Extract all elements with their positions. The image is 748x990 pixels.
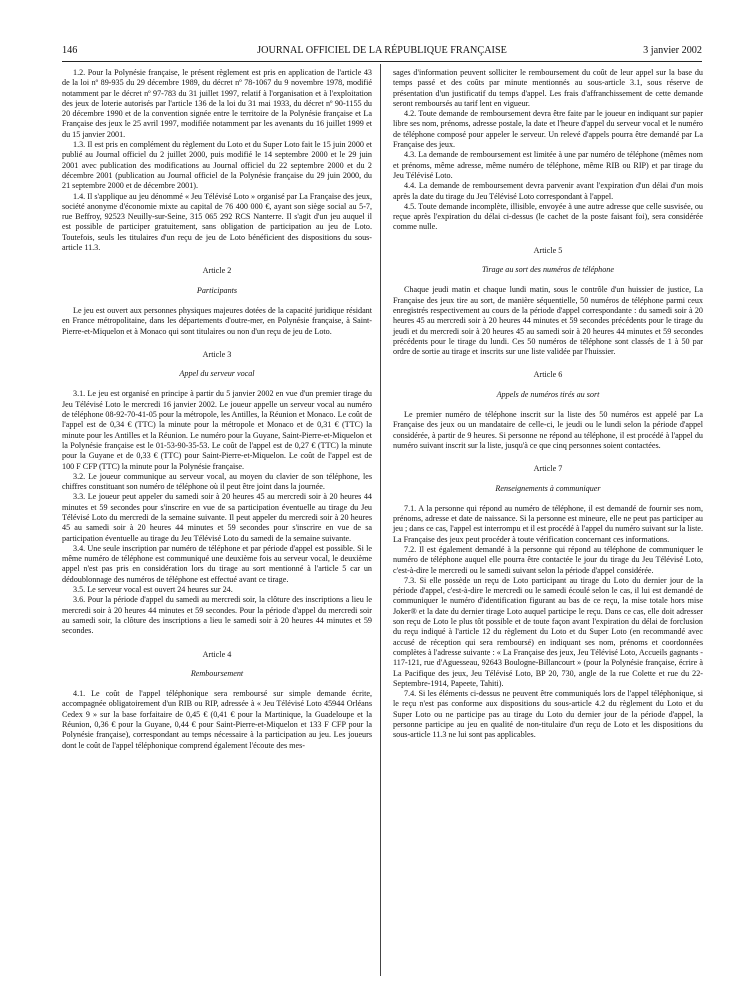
paragraph-1-3: 1.3. Il est pris en complément du règlement du Loto et du Super Loto fait le 15 juin 2000 et publié au Journal officiel du 2 juillet 2000, puis modifié le 14 septembre 2000 et le 29 juin 2001 avec publication des modifications au Journal officiel du 22 septembre 2000 et du 2 décembre 2001 (publication au Journal officiel de la Polynésie française du 29 juin 2000, du 21 septembre 2000 et de décembre 2001). (62, 140, 372, 191)
left-column (62, 68, 372, 751)
article-5-subtitle: Tirage au sort des numéros de téléphone (482, 265, 614, 275)
article-4-subtitle: Remboursement (190, 668, 244, 678)
article-7-heading: Article 7 (533, 464, 563, 474)
paragraph-3-2: 3.2. Le joueur communique au serveur vocal, au moyen du clavier de son téléphone, les chiffres constituant son numéro de téléphone où il peut être joint dans la journée. (62, 471, 372, 492)
column-separator (380, 64, 381, 976)
paragraph-7-1: 7.1. A la personne qui répond au numéro de téléphone, il est demandé de fournir ses nom, prénoms, adresse et date de naissance. Si la personne est mineure, elle ne peut pas participer au jeu ; dans ce cas, l'appel est interrompu et il est procédé à l'appel du numéro suivant sur la liste. La Française des jeux peut procéder à toute vérification concernant ces informations. (393, 503, 703, 544)
paragraph-2: Le jeu est ouvert aux personnes physiques majeures dotées de la capacité juridique résidant en France métropolitaine, dans les départements d'outre-mer, en Polynésie française, à Saint-Pierre-et-Miquelon et à Monaco qui sont titulaires ou non d'un reçu de jeu de Loto. (62, 305, 372, 336)
article-3-heading: Article 3 (202, 349, 232, 359)
paragraph-3-6: 3.6. Pour la période d'appel du samedi au mercredi soir, la clôture des inscriptions a lieu le mercredi soir à 20 heures 44 minutes et 59 secondes. Pour la période d'appel du mercredi soir au samedi soir, la clôture des inscriptions a lieu le samedi soir à 20 heures 44 minutes et 59 secondes. (62, 595, 372, 636)
paragraph-7-4: 7.4. Si les éléments ci-dessus ne peuvent être communiqués lors de l'appel téléphonique, si le reçu n'est pas conforme aux dispositions du sous-article 4.2 du règlement du Loto et du Super Loto ou ne participe pas au tirage du Loto du dernier jour de la période d'appel, la personne participe au jeu en qualité de non-titulaire d'un reçu de Loto et les dispositions du sous-article 11.3 ne lui sont pas applicables. (393, 689, 703, 740)
paragraph-7-3: 7.3. Si elle possède un reçu de Loto participant au tirage du Loto du dernier jour de la période d'appel, c'est-à-dire le mercredi ou le samedi écoulé selon le cas, il lui est demandé de communiquer le numéro d'identification figurant au bas de ce reçu, la mise totale hors mise Joker® et la date du dernier tirage Loto auquel participe le reçu. Dans ce cas, elle doit adresser son reçu de Loto le plus tôt possible et de toute façon avant l'expiration du délai de forclusion du reçu indiqué à l'article 12 du règlement du Loto et du Super Loto (en recommandé avec accusé de réception qui sera remboursé) en indiquant ses nom, prénoms et coordonnées complètes à l'adresse suivante : « La Française des jeux, Jeu Télévisé Loto, Accueils gagnants - 117-121, rue d'Aguesseau, 92643 Boulogne-Billancourt » (pour la Polynésie française, écrire à La Pacifique des jeux, Jeu Télévisé Loto, BP 20, 730, angle de la rue Colette et rue du 22-Septembre-1914, Papeete, Tahiti). (393, 575, 703, 688)
paragraph-3-4: 3.4. Une seule inscription par numéro de téléphone et par période d'appel est possible. Si le même numéro de téléphone est communiqué une deuxième fois au serveur vocal, le deuxième appel n'est pas pris en considération lors du tirage au sort mentionné à l'article 5 car un dédoublonnage des numéros de téléphone est effectué avant ce tirage. (62, 543, 372, 584)
paragraph-4-5: 4.5. Toute demande incomplète, illisible, envoyée à une autre adresse que celle susvisée, ou reçue après l'expiration du délai ci-dessus (le cachet de la poste faisant foi), sera considérée comme nulle. (393, 201, 703, 232)
paragraph-4-1: 4.1. Le coût de l'appel téléphonique sera remboursé sur simple demande écrite, accompagnée obligatoirement d'un RIB ou RIP, adressée à « Jeu Télévisé Loto 45944 Orléans Cedex 9 » sur la base forfaitaire de 0,45 € (0,41 € pour la Martinique, la Guadeloupe et la Réunion, 0,36 € pour la Guyane, 0,44 € pour Saint-Pierre-et-Miquelon et 133 F CFP pour la Polynésie française), correspondant au temps nécessaire à la participation au jeu. Les joueurs dont le coût de l'appel téléphonique comprend également l'écoute des mes- (62, 689, 372, 750)
right-column (393, 68, 703, 741)
article-3-subtitle: Appel du serveur vocal (179, 369, 255, 379)
paragraph-7-2: 7.2. Il est également demandé à la personne qui répond au téléphone de communiquer le numéro de téléphone auquel elle pourra être contactée le jour du tirage du Jeu Télévisé Loto, c'est-à-dire le mercredi ou le samedi suivant selon la période d'appel considérée. (393, 544, 703, 575)
article-2-subtitle: Participants (196, 285, 238, 295)
journal-title: JOURNAL OFFICIEL DE LA RÉPUBLIQUE FRANÇAISE (257, 45, 507, 56)
page-number: 146 (62, 45, 78, 56)
article-6-subtitle: Appels de numéros tirés au sort (496, 389, 600, 399)
article-7-subtitle: Renseignements à communiquer (495, 483, 601, 493)
header-rule (62, 61, 702, 62)
paragraph-4-4: 4.4. La demande de remboursement devra parvenir avant l'expiration d'un délai d'un mois après la date du tirage du Jeu Télévisé Loto correspondant à l'appel. (393, 181, 703, 201)
paragraph-5: Chaque jeudi matin et chaque lundi matin, sous le contrôle d'un huissier de justice, La Française des jeux tire au sort, de manière séquentielle, 50 numéros de téléphone parmi ceux enregistrés respectivement au cours de la période d'appel correspondante : du samedi soir à 20 heures 45 au mercredi soir à 20 heures 44 minutes et 59 secondes précédents pour le tirage du jeudi et du mercredi soir à 20 heures 45 au samedi soir à 20 heures 44 minutes et 59 secondes précédents pour le tirage du lundi. Ces 50 numéros de téléphone sont classés de 1 à 50 par ordre de sortie au tirage et inscrits sur une liste validée par l'huissier. (393, 285, 703, 357)
issue-date: 3 janvier 2002 (643, 45, 702, 56)
paragraph-4-2: 4.2. Toute demande de remboursement devra être faite par le joueur en indiquant sur papier libre ses nom, prénoms, adresse postale, la date et l'heure d'appel du serveur vocal et le numéro de téléphone composé pour appeler le serveur. Un relevé d'appels pourra être demandé par La Française des jeux. (393, 109, 703, 150)
paragraph-1-4: 1.4. Il s'applique au jeu dénommé « Jeu Télévisé Loto » organisé par La Française des jeux, société anonyme d'économie mixte au capital de 76 400 000 €, ayant son siège social au 5-7, rue Beffroy, 92523 Neuilly-sur-Seine, 315 065 292 RCS Nanterre. Il s'agit d'un jeu auquel il est possible de participer gratuitement, sans obligation de participation au jeu de Loto. Toutefois, seuls les titulaires d'un reçu de jeu de Loto bénéficient des dispositions du sous-article 11.3. (62, 191, 372, 253)
article-2-heading: Article 2 (202, 266, 232, 276)
paragraph-3-5: 3.5. Le serveur vocal est ouvert 24 heures sur 24. (73, 585, 233, 595)
article-5-heading: Article 5 (533, 245, 563, 255)
article-6-heading: Article 6 (533, 370, 563, 380)
paragraph-4-1-continued: sages d'information peuvent solliciter le remboursement du coût de leur appel sur la base du temps passé et des coûts par minute mentionnés au sous-article 3.1, sous réserve de présentation d'un justificatif du temps d'appel. Les frais d'affranchissement de cette demande seront remboursés au tarif lent en vigueur. (393, 68, 703, 108)
paragraph-4-3: 4.3. La demande de remboursement est limitée à une par numéro de téléphone (mêmes nom et prénoms, même adresse, même numéro de téléphone, même RIB ou RIP) et par tirage du Jeu Télévisé Loto. (393, 150, 703, 180)
article-4-heading: Article 4 (202, 649, 232, 659)
paragraph-3-3: 3.3. Le joueur peut appeler du samedi soir à 20 heures 45 au mercredi soir à 20 heures 44 minutes et 59 secondes pour s'inscrire en vue de sa participation éventuelle au tirage du Jeu Télévisé Loto du mercredi de la semaine suivante. Il peut appeler du mercredi soir à 20 heures 45 au samedi soir à 20 heures 44 minutes et 59 secondes pour s'inscrire en vue de sa participation éventuelle au tirage du Jeu Télévisé Loto du samedi de la semaine suivante. (62, 492, 372, 543)
paragraph-3-1: 3.1. Le jeu est organisé en principe à partir du 5 janvier 2002 en vue d'un premier tirage du Jeu Télévisé Loto le mercredi 16 janvier 2002. Le joueur appelle un serveur vocal au numéro de téléphone 08-92-70-41-05 pour la métropole, les Antilles, la Réunion et Monaco. Le coût de l'appel est de 0,34 € (TTC) la minute pour la métropole et Monaco et de 0,31 € (TTC) la minute pour les Antilles et la Réunion. Le numéro pour la Guyane, Saint-Pierre-et-Miquelon et la Polynésie française est le 01-53-90-35-53. Le coût de l'appel est de 0,27 € (TTC) la minute pour la Guyane et de 0,33 € (TTC) pour Saint-Pierre-et-Miquelon. Le coût de l'appel est de 100 F CFP (TTC) la minute pour la Polynésie française. (62, 389, 372, 471)
paragraph-1-2: 1.2. Pour la Polynésie française, le présent règlement est pris en application de l'article 43 de la loi nº 89-935 du 29 décembre 1989, du décret nº 78-1067 du 9 novembre 1978, modifié notamment par le décret nº 97-783 du 31 juillet 1997, relatif à l'organisation et à l'exploitation des jeux de loterie autorisés par l'article 136 de la loi du 31 mai 1933, du décret nº 90-1155 du 20 décembre 1990 et de la convention signée entre le territoire de la Polynésie française et La Française des jeux le 25 avril 1997, modifiée notamment par les avenants du 16 juillet 1999 et du 15 janvier 2001. (62, 68, 372, 139)
paragraph-6: Le premier numéro de téléphone inscrit sur la liste des 50 numéros est appelé par La Française des jeux ou un mandataire de celle-ci, le jeudi ou le lundi selon la période d'appel considérée, à partir de 9 heures. Si personne ne répond au téléphone, il est procédé à l'appel du numéro suivant inscrit sur la liste, jusqu'à ce que cinq personnes soient contactées. (393, 410, 703, 450)
page-header (62, 45, 702, 61)
